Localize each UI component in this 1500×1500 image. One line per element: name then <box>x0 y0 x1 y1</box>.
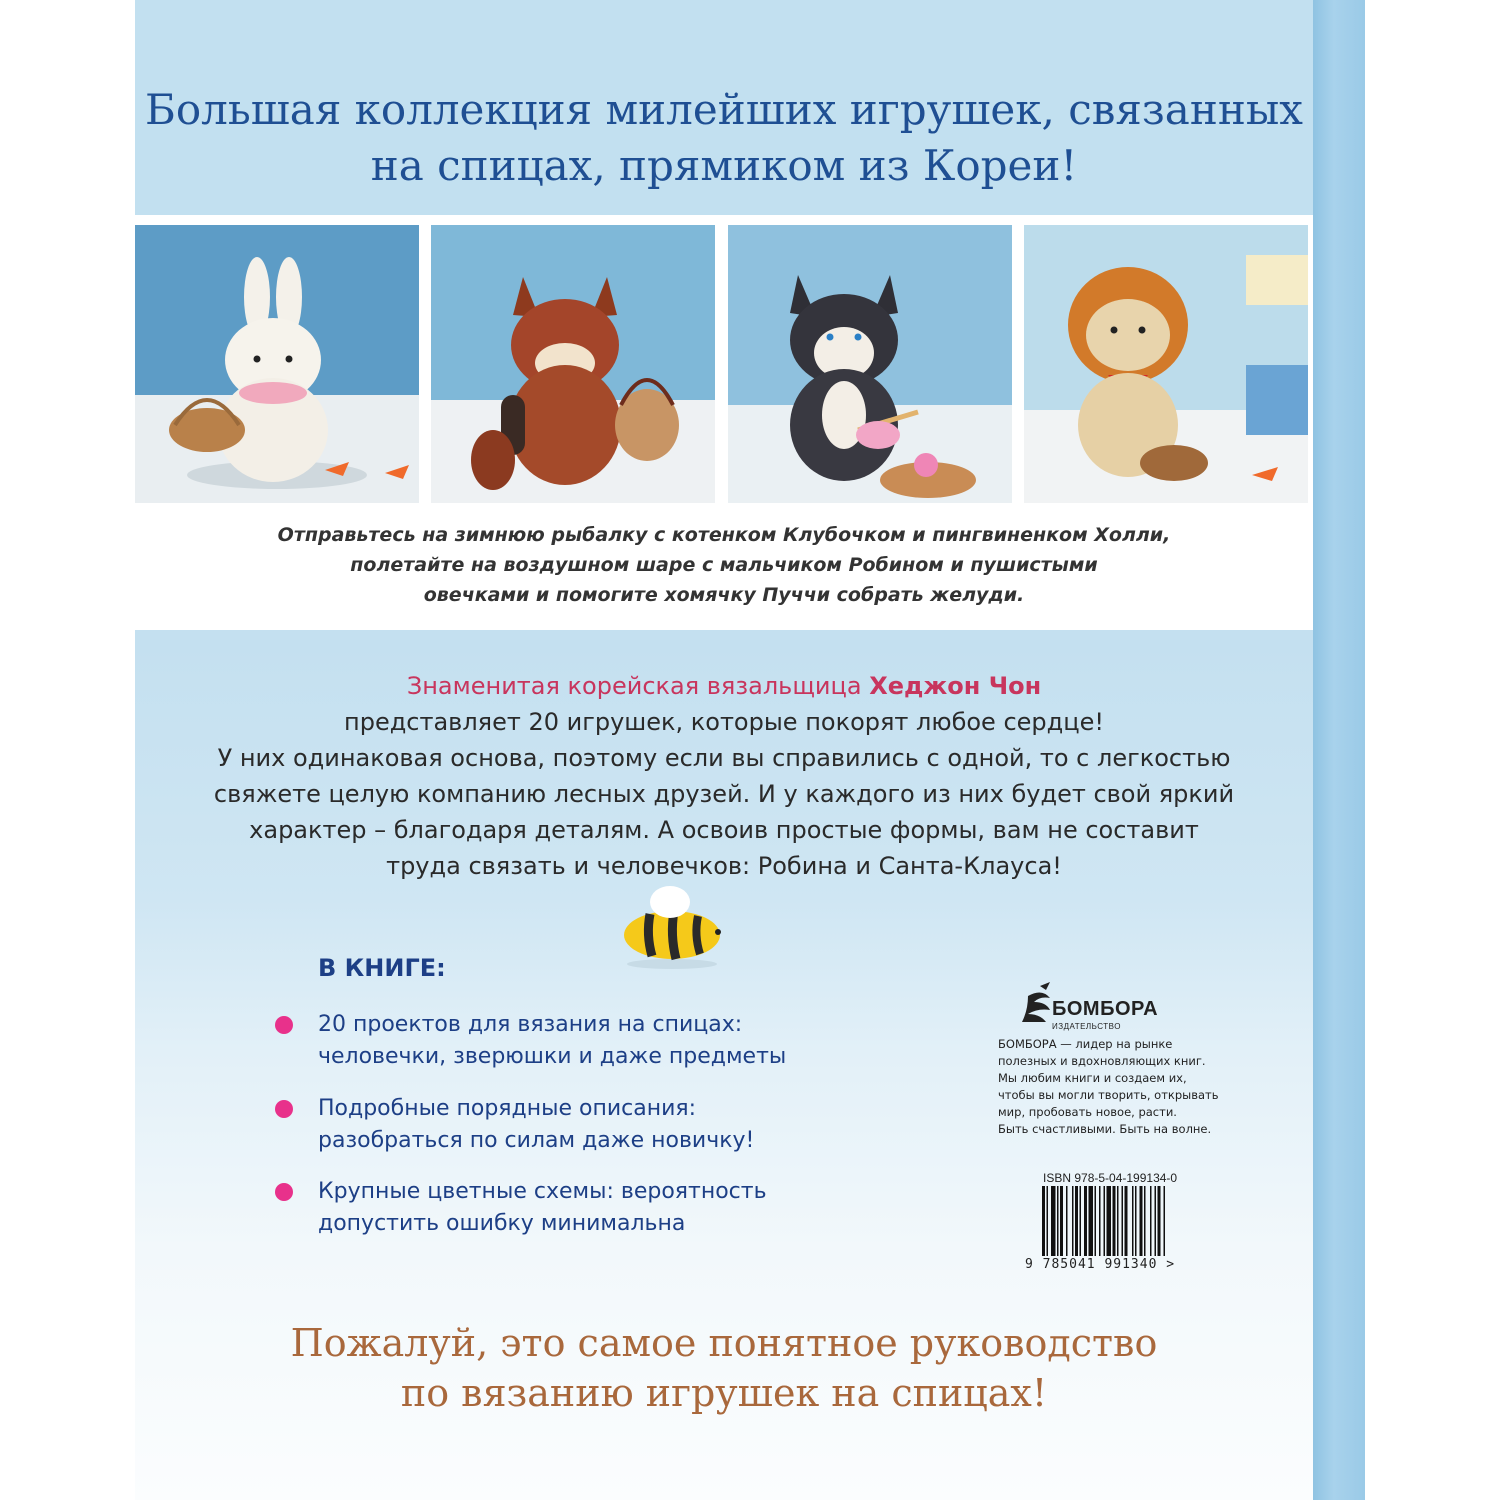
barcode <box>1040 1186 1210 1256</box>
knitted-red-panda-photo <box>431 225 715 503</box>
knitted-lion-photo <box>1024 225 1308 503</box>
in-book-title: В КНИГЕ: <box>318 954 446 982</box>
knitted-cat-photo <box>728 225 1012 503</box>
intro-line-5: характер – благодаря деталям. А освоив простые формы, вам не составит <box>249 816 1199 844</box>
teaser-line-3: овечками и помогите хомячку Пуччи собрать желуди. <box>423 584 1025 606</box>
intro-line-2: представляет 20 игрушек, которые покорят любое сердце! <box>344 708 1104 736</box>
barcode-bar <box>1099 1186 1101 1256</box>
barcode-bar <box>1072 1186 1074 1256</box>
barcode-bar <box>1042 1186 1045 1256</box>
teaser-text <box>135 520 1313 610</box>
pub-line-6: Быть счастливыми. Быть на волне. <box>998 1122 1212 1136</box>
barcode-bar <box>1104 1186 1106 1256</box>
book-spine <box>1313 0 1365 1500</box>
feature-item-3 <box>318 1176 938 1240</box>
teaser-line-1: Отправьтесь на зимнюю рыбалку с котенком Клубочком и пингвиненком Холли, <box>277 524 1171 546</box>
feature-item-1 <box>318 1009 938 1073</box>
barcode-bar <box>1080 1186 1082 1256</box>
barcode-bar <box>1051 1186 1056 1256</box>
barcode-bar <box>1144 1186 1146 1256</box>
headline <box>135 82 1313 194</box>
bullet-dot-icon <box>275 1100 293 1118</box>
intro-line-3: У них одинаковая основа, поэтому если вы справились с одной, то с легкостью <box>217 744 1231 772</box>
closing-line-1: Пожалуй, это самое понятное руководство <box>290 1321 1158 1365</box>
feature-3-line-1: Крупные цветные схемы: вероятность <box>318 1179 767 1204</box>
publisher-name: БОМБОРА <box>1052 998 1159 1020</box>
intro-highlight <box>135 668 1313 704</box>
teaser-line-2: полетайте на воздушном шаре с мальчиком Робином и пушистыми <box>350 554 1098 576</box>
barcode-bar <box>1158 1186 1161 1256</box>
feature-2-line-1: Подробные порядные описания: <box>318 1096 697 1121</box>
knitted-bee-photo <box>612 880 732 970</box>
barcode-bar <box>1155 1186 1157 1256</box>
feature-3-line-2: допустить ошибку минимальна <box>318 1211 686 1236</box>
intro-text <box>135 668 1313 884</box>
headline-line-1: Большая коллекция милейших игрушек, связанных <box>145 85 1303 134</box>
closing-line-2: по вязанию игрушек на спицах! <box>400 1371 1048 1415</box>
pub-line-2: полезных и вдохновляющих книг. <box>998 1054 1206 1068</box>
knitted-bunny-photo <box>135 225 419 503</box>
barcode-bar <box>1095 1186 1097 1256</box>
bullet-dot-icon <box>275 1183 293 1201</box>
intro-highlight-prefix: Знаменитая корейская вязальщица <box>406 672 862 700</box>
pub-line-4: чтобы вы могли творить, открывать <box>998 1088 1219 1102</box>
barcode-bar <box>1060 1186 1063 1256</box>
barcode-bar <box>1057 1186 1059 1256</box>
barcode-bar <box>1047 1186 1049 1256</box>
closing-slogan <box>135 1318 1313 1418</box>
intro-line-4: свяжете целую компанию лесных друзей. И у каждого из них будет свой яркий <box>213 780 1235 808</box>
publisher-description <box>998 1036 1238 1138</box>
feature-item-2 <box>318 1093 938 1157</box>
barcode-bar <box>1107 1186 1112 1256</box>
barcode-bar <box>1066 1186 1068 1256</box>
pub-line-1: БОМБОРА — лидер на рынке <box>998 1037 1173 1051</box>
barcode-bar <box>1135 1186 1137 1256</box>
feature-2-line-2: разобраться по силам даже новичку! <box>318 1128 755 1153</box>
barcode-bar <box>1122 1186 1124 1256</box>
feature-1-line-1: 20 проектов для вязания на спицах: <box>318 1012 743 1037</box>
barcode-bar <box>1164 1186 1166 1256</box>
pub-line-5: мир, пробовать новое, расти. <box>998 1105 1177 1119</box>
bullet-dot-icon <box>275 1016 293 1034</box>
barcode-number: 9 785041 991340 > <box>1025 1257 1176 1272</box>
barcode-bar <box>1113 1186 1116 1256</box>
feature-1-line-2: человечки, зверюшки и даже предметы <box>318 1044 787 1069</box>
barcode-bar <box>1125 1186 1128 1256</box>
barcode-bar <box>1089 1186 1094 1256</box>
intro-line-6: труда связать и человечков: Робина и Санта-Клауса! <box>386 852 1062 880</box>
pub-line-3: Мы любим книги и создаем их, <box>998 1071 1187 1085</box>
publisher-sub: ИЗДАТЕЛЬСТВО <box>1052 1022 1121 1031</box>
barcode-bar <box>1150 1186 1152 1256</box>
barcode-bar <box>1140 1186 1143 1256</box>
author-name: Хеджон Чон <box>869 672 1042 700</box>
isbn: ISBN 978-5-04-199134-0 <box>1043 1171 1178 1185</box>
barcode-bar <box>1132 1186 1134 1256</box>
headline-line-2: на спицах, прямиком из Кореи! <box>370 141 1078 190</box>
barcode-bar <box>1075 1186 1078 1256</box>
barcode-bar <box>1117 1186 1119 1256</box>
barcode-bar <box>1084 1186 1087 1256</box>
